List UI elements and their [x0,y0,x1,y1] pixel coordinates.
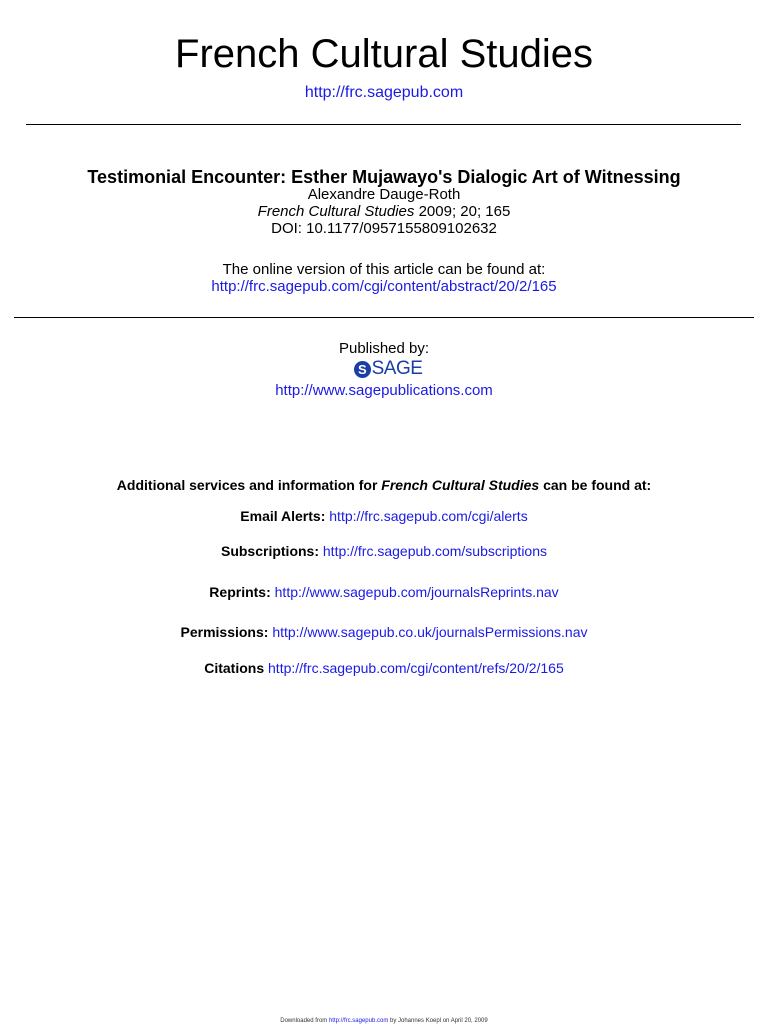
footer-prefix: Downloaded from [280,1018,329,1024]
services-heading-suffix: can be found at: [539,477,652,493]
service-label-email-alerts: Email Alerts: [240,508,326,524]
service-link-reprints[interactable]: http://www.sagepub.com/journalsReprints.nav [274,584,559,600]
middle-divider [14,317,754,318]
publisher-url-container [0,382,768,400]
sage-logo [353,358,423,380]
service-row-reprints [0,584,768,601]
top-divider [26,124,741,125]
footer-suffix: by Johannes Koepl on April 20, 2009 [388,1018,488,1024]
journal-url-container [0,83,768,103]
journal-url-link[interactable]: http://frc.sagepub.com [304,84,464,101]
service-link-email-alerts[interactable]: http://frc.sagepub.com/cgi/alerts [329,508,528,524]
services-heading-prefix: Additional services and information for [116,477,382,493]
published-by-label: Published by: [338,340,430,357]
service-label-reprints: Reprints: [209,584,271,600]
services-heading-journal: French Cultural Studies [381,477,540,493]
article-doi: DOI: 10.1177/0957155809102632 [271,220,497,237]
service-row-subscriptions [0,543,768,560]
citation-journal-name: French Cultural Studies [257,203,415,220]
sage-logo-icon: S [354,361,371,378]
online-version-note: The online version of this article can be found at: [222,261,546,278]
service-link-citations[interactable]: http://frc.sagepub.com/cgi/content/refs/20/2/165 [268,660,564,676]
service-label-citations: Citations [204,660,265,676]
citation-details: 2009; 20; 165 [414,203,511,220]
service-link-subscriptions[interactable]: http://frc.sagepub.com/subscriptions [322,543,547,559]
article-author: Alexandre Dauge-Roth [307,186,461,203]
journal-title: French Cultural Studies [175,32,593,76]
service-row-permissions [0,624,768,641]
online-version-url-container [0,278,768,296]
service-link-permissions[interactable]: http://www.sagepub.co.uk/journalsPermissions.nav [272,624,588,640]
service-label-permissions: Permissions: [180,624,269,640]
online-version-link[interactable]: http://frc.sagepub.com/cgi/content/abstract/20/2/165 [211,278,557,295]
services-heading [0,477,768,494]
sage-logo-text: SAGE [371,358,423,379]
footer-link[interactable]: http://frc.sagepub.com [328,1018,389,1024]
service-label-subscriptions: Subscriptions: [220,543,319,559]
publisher-url-link[interactable]: http://www.sagepublications.com [275,382,493,399]
article-citation [0,203,768,221]
service-row-email-alerts [0,508,768,525]
service-row-citations [0,660,768,677]
article-title: Testimonial Encounter: Esther Mujawayo's Dialogic Art of Witnessing [87,167,681,187]
